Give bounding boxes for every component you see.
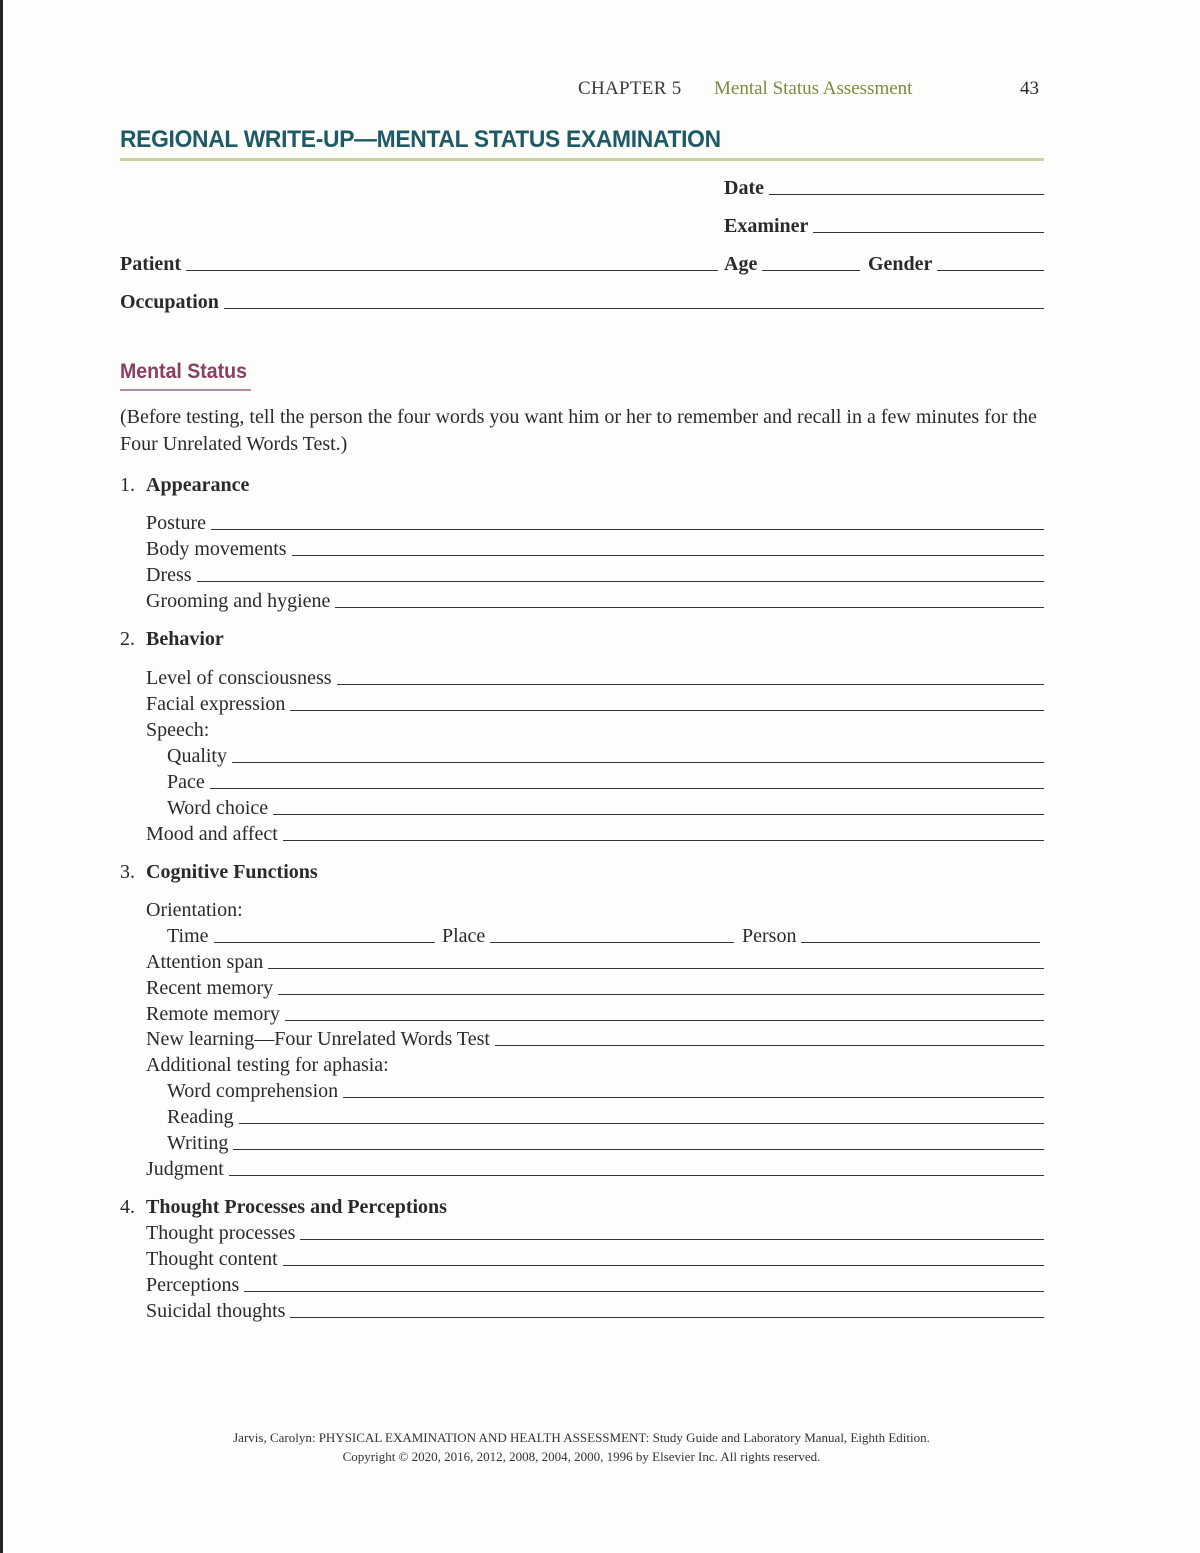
- age-line[interactable]: [762, 269, 860, 271]
- field-line[interactable]: [229, 1174, 1044, 1176]
- field-label: Recent memory: [146, 977, 274, 999]
- field-line[interactable]: [239, 1122, 1044, 1124]
- chapter-title: Mental Status Assessment: [714, 78, 913, 99]
- field-label: Facial expression: [146, 693, 286, 715]
- section-1-heading: [120, 471, 249, 497]
- field-line[interactable]: [292, 554, 1044, 556]
- person-field[interactable]: [742, 922, 1040, 948]
- field-line[interactable]: [214, 941, 435, 943]
- field-label: Thought content: [146, 1248, 278, 1270]
- field-line[interactable]: [233, 1148, 1044, 1150]
- field-label: Reading: [167, 1106, 234, 1128]
- citation-line: Jarvis, Carolyn: PHYSICAL EXAMINATION AND HEALTH ASSESSMENT: Study Guide and Laboratory Manual, Eighth Edition.: [233, 1430, 930, 1445]
- field-line[interactable]: [210, 787, 1044, 789]
- field-label: Word choice: [167, 797, 269, 819]
- patient-line[interactable]: [186, 269, 718, 271]
- field-line[interactable]: [283, 1264, 1044, 1266]
- field-label: Quality: [167, 745, 227, 767]
- occupation-field[interactable]: [120, 288, 1044, 314]
- field-line[interactable]: [495, 1044, 1044, 1046]
- section-title: Appearance: [146, 474, 250, 496]
- field-line[interactable]: [278, 993, 1044, 995]
- recent-memory-field[interactable]: [146, 974, 1044, 1000]
- body-movements-field[interactable]: [146, 535, 1044, 561]
- reading-field[interactable]: [167, 1103, 1044, 1129]
- field-label: Body movements: [146, 538, 287, 560]
- field-line[interactable]: [244, 1290, 1044, 1292]
- field-label: Thought processes: [146, 1222, 296, 1244]
- writing-field[interactable]: [167, 1129, 1044, 1155]
- grooming-field[interactable]: [146, 587, 1044, 613]
- field-label: Grooming and hygiene: [146, 590, 331, 612]
- field-label: Posture: [146, 512, 206, 534]
- new-learning-field[interactable]: [146, 1025, 1044, 1051]
- age-field[interactable]: [724, 250, 860, 276]
- occupation-line[interactable]: [224, 307, 1044, 309]
- page-title: REGIONAL WRITE-UP—MENTAL STATUS EXAMINATION: [120, 126, 721, 153]
- gender-field[interactable]: [868, 250, 1044, 276]
- examiner-line[interactable]: [813, 231, 1044, 233]
- section-title: Cognitive Functions: [146, 861, 318, 883]
- orientation-label: [146, 896, 243, 922]
- field-line[interactable]: [283, 839, 1044, 841]
- field-label: Writing: [167, 1132, 229, 1154]
- copyright-line: Copyright © 2020, 2016, 2012, 2008, 2004, 2000, 1996 by Elsevier Inc. All rights reserved.: [342, 1449, 821, 1464]
- field-line[interactable]: [490, 941, 734, 943]
- suicidal-thoughts-field[interactable]: [146, 1297, 1044, 1323]
- gender-line[interactable]: [937, 269, 1044, 271]
- occupation-label: Occupation: [120, 291, 219, 313]
- field-label: Time: [167, 925, 209, 947]
- field-label: Person: [742, 925, 797, 947]
- section-number: 4.: [120, 1196, 135, 1218]
- field-label: Pace: [167, 771, 205, 793]
- section-title: Behavior: [146, 628, 224, 650]
- field-label: Attention span: [146, 951, 264, 973]
- section-number: 3.: [120, 861, 135, 883]
- aphasia-label: [146, 1051, 389, 1077]
- field-line[interactable]: [300, 1238, 1044, 1240]
- field-line[interactable]: [801, 941, 1040, 943]
- mood-affect-field[interactable]: [146, 820, 1044, 846]
- patient-field[interactable]: [120, 250, 718, 276]
- field-line[interactable]: [273, 813, 1044, 815]
- consciousness-field[interactable]: [146, 664, 1044, 690]
- field-line[interactable]: [268, 967, 1044, 969]
- field-line[interactable]: [335, 606, 1044, 608]
- gender-label: Gender: [868, 253, 933, 275]
- field-line[interactable]: [290, 709, 1044, 711]
- section-number: 2.: [120, 628, 135, 650]
- attention-span-field[interactable]: [146, 948, 1044, 974]
- examiner-label: Examiner: [724, 215, 809, 237]
- word-choice-field[interactable]: [167, 794, 1044, 820]
- thought-processes-field[interactable]: [146, 1219, 1044, 1245]
- page-number: 43: [1020, 78, 1039, 99]
- dress-field[interactable]: [146, 561, 1044, 587]
- field-label: New learning—Four Unrelated Words Test: [146, 1028, 490, 1050]
- remote-memory-field[interactable]: [146, 1000, 1044, 1026]
- field-line[interactable]: [343, 1096, 1044, 1098]
- field-label: Perceptions: [146, 1274, 240, 1296]
- field-line[interactable]: [337, 683, 1044, 685]
- field-label: Level of consciousness: [146, 667, 332, 689]
- field-line[interactable]: [285, 1019, 1044, 1021]
- instructions-text: (Before testing, tell the person the four words you want him or her to remember and recall in a few minutes for the Four Unrelated Words Test.): [120, 406, 1037, 455]
- posture-field[interactable]: [146, 509, 1044, 535]
- facial-expression-field[interactable]: [146, 690, 1044, 716]
- field-label: Orientation:: [146, 899, 243, 921]
- field-line[interactable]: [232, 761, 1044, 763]
- field-line[interactable]: [290, 1316, 1044, 1318]
- field-label: Word comprehension: [167, 1080, 339, 1102]
- section-heading-rule: [120, 389, 251, 391]
- age-label: Age: [724, 253, 758, 275]
- date-label: Date: [724, 177, 764, 199]
- section-number: 1.: [120, 474, 135, 496]
- field-label: Mood and affect: [146, 823, 278, 845]
- page-edge: [0, 0, 3, 1553]
- section-4-heading: [120, 1193, 447, 1219]
- section-3-heading: [120, 858, 318, 884]
- section-2-heading: [120, 625, 224, 651]
- perceptions-field[interactable]: [146, 1271, 1044, 1297]
- place-field[interactable]: [442, 922, 734, 948]
- word-comprehension-field[interactable]: [167, 1077, 1044, 1103]
- field-line[interactable]: [197, 580, 1044, 582]
- judgment-field[interactable]: [146, 1155, 1044, 1181]
- date-field[interactable]: [724, 174, 1044, 200]
- field-label: Additional testing for aphasia:: [146, 1054, 389, 1076]
- chapter-label: CHAPTER 5: [578, 78, 682, 99]
- field-label: Place: [442, 925, 486, 947]
- time-field[interactable]: [167, 922, 435, 948]
- title-divider: [120, 158, 1044, 161]
- field-line[interactable]: [211, 528, 1044, 530]
- section-heading: Mental Status: [120, 360, 247, 383]
- field-label: Remote memory: [146, 1003, 280, 1025]
- section-title: Thought Processes and Perceptions: [146, 1196, 447, 1218]
- patient-label: Patient: [120, 253, 182, 275]
- field-label: Judgment: [146, 1158, 224, 1180]
- field-label: Dress: [146, 564, 192, 586]
- pace-field[interactable]: [167, 768, 1044, 794]
- thought-content-field[interactable]: [146, 1245, 1044, 1271]
- date-line[interactable]: [769, 193, 1044, 195]
- examiner-field[interactable]: [724, 212, 1044, 238]
- field-label: Suicidal thoughts: [146, 1300, 286, 1322]
- quality-field[interactable]: [167, 742, 1044, 768]
- field-label: Speech:: [146, 719, 210, 741]
- speech-label: [146, 716, 209, 742]
